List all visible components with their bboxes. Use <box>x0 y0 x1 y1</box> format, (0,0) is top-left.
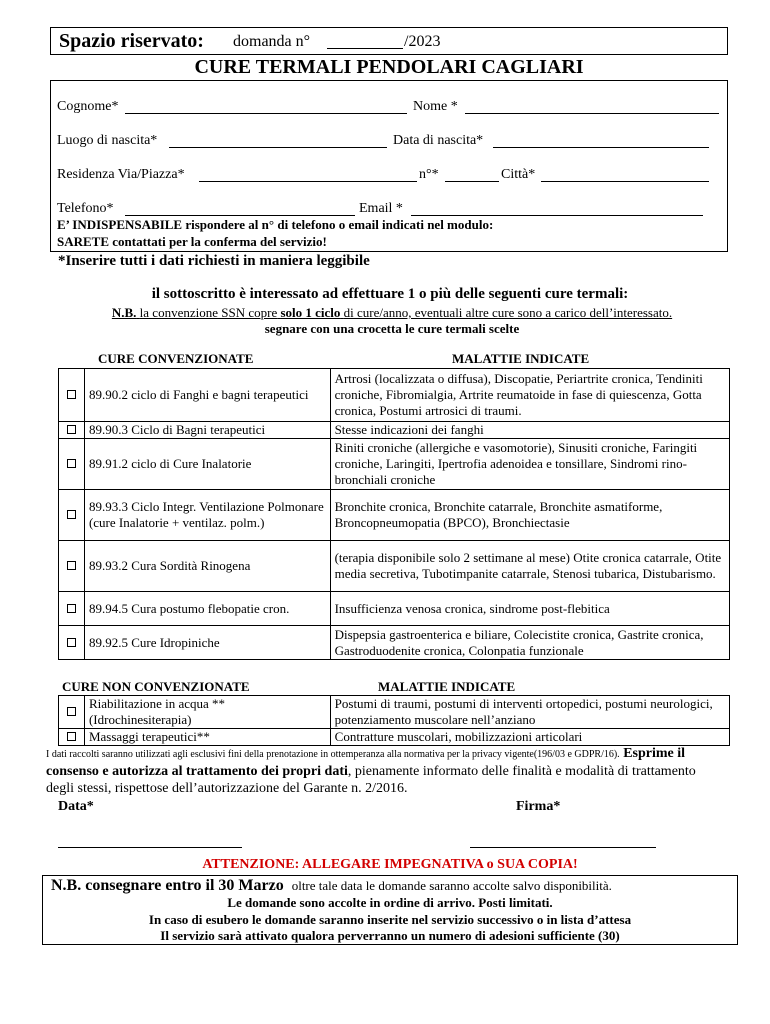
checkbox-sordita[interactable] <box>67 561 76 570</box>
luogo-field[interactable] <box>169 135 387 148</box>
residenza-field[interactable] <box>199 169 417 182</box>
email-field[interactable] <box>411 203 703 216</box>
privacy-consent-bold: Esprime il consenso e autorizza al trattamento dei propri dati <box>46 746 686 779</box>
malattie-text: Contratture muscolari, mobilizzazioni articolari <box>330 729 729 746</box>
telefono-label: Telefono* <box>57 201 114 216</box>
checkbox-riabilitazione[interactable] <box>67 707 76 716</box>
table-row <box>59 729 730 746</box>
firma-field[interactable] <box>470 847 656 848</box>
nonconv-col1-header: CURE NON CONVENZIONATE <box>62 679 250 694</box>
cure-name: 89.93.2 Cura Sordità Rinogena <box>84 541 330 592</box>
malattie-text: Riniti croniche (allergiche e vasomotorie), Sinusiti croniche, Faringiti croniche, Laringiti, Ipertrofia adenoidea e tonsillare, Sindromi rino-bronchiali croniche <box>330 439 729 490</box>
table-row <box>59 626 730 660</box>
firma-label: Firma* <box>516 799 561 814</box>
footer-line-2: Le domande sono accolte in ordine di arrivo. Posti limitati. <box>227 895 553 910</box>
malattie-text: Postumi di traumi, postumi di interventi ortopedici, postumi neurologici, potenziamento muscolare nell’anziano <box>330 696 729 729</box>
checkbox-massaggi[interactable] <box>67 732 76 741</box>
malattie-text: (terapia disponibile solo 2 settimane al mese) Otite cronica catarrale, Otite media secretiva, Tubotimpanite catarrale, Stenosi tubarica, Distubarismo. <box>330 541 729 592</box>
personal-data-box <box>50 80 728 252</box>
notice-indispensabile: E’ INDISPENSABILE rispondere al n° di telefono o email indicati nel modulo: <box>57 217 494 232</box>
cure-name: 89.90.2 ciclo di Fanghi e bagni terapeutici <box>84 369 330 422</box>
data-nascita-label: Data di nascita* <box>393 133 484 148</box>
reserved-space-box <box>50 27 728 55</box>
malattie-text: Bronchite cronica, Bronchite catarrale, Bronchite asmatiforme, Broncopneumopatia (BPCO), Bronchiectasie <box>330 490 729 541</box>
luogo-label: Luogo di nascita* <box>57 133 158 148</box>
conv-table <box>58 368 730 660</box>
checkbox-ventilazione[interactable] <box>67 510 76 519</box>
conv-col2-header: MALATTIE INDICATE <box>452 351 590 366</box>
nb-convenzione <box>0 305 770 321</box>
numero-field[interactable] <box>445 169 499 182</box>
cure-name: 89.90.3 Ciclo di Bagni terapeutici <box>84 422 330 439</box>
footer-line-4: Il servizio sarà attivato qualora perverranno un numero di adesioni sufficiente (30) <box>160 928 620 943</box>
cure-name: 89.91.2 ciclo di Cure Inalatorie <box>84 439 330 490</box>
citta-field[interactable] <box>541 169 709 182</box>
footer-line-3: In caso di esubero le domande saranno inserite nel servizio successivo o in lista d’attesa <box>148 912 632 927</box>
table-row <box>59 592 730 626</box>
residenza-label: Residenza Via/Piazza* <box>57 167 185 182</box>
table-row <box>59 490 730 541</box>
domanda-number-field[interactable] <box>327 36 403 49</box>
reserved-label: Spazio riservato: <box>59 30 204 52</box>
cognome-field[interactable] <box>125 101 407 114</box>
telefono-field[interactable] <box>125 203 355 216</box>
form-title: CURE TERMALI PENDOLARI CAGLIARI <box>194 56 584 78</box>
cure-name: Massaggi terapeutici** <box>84 729 330 746</box>
table-row <box>59 439 730 490</box>
intro-line: il sottoscritto è interessato ad effettuare 1 o più delle seguenti cure termali: <box>151 286 629 302</box>
nb-text-b: solo 1 ciclo <box>280 305 341 320</box>
table-row <box>59 696 730 729</box>
nb-label: N.B. <box>111 305 137 320</box>
malattie-text: Artrosi (localizzata o diffusa), Discopatie, Periartrite cronica, Tendiniti croniche, Fibromialgia, Artrite reumatoide in fase di quiescenza, Gotta cronica, Postumi artrosici di traumi. <box>330 369 729 422</box>
checkbox-idropiniche[interactable] <box>67 638 76 647</box>
footer-box <box>42 875 738 945</box>
nonconv-col2-header: MALATTIE INDICATE <box>378 679 516 694</box>
conv-col1-header: CURE CONVENZIONATE <box>98 351 254 366</box>
checkbox-inalatorie[interactable] <box>67 459 76 468</box>
cure-name: Riabilitazione in acqua ** (Idrochinesiterapia) <box>84 696 330 729</box>
data-nascita-field[interactable] <box>493 135 709 148</box>
crocetta-instruction: segnare con una crocetta le cure termali scelte <box>264 321 520 336</box>
legibility-note: *Inserire tutti i dati richiesti in maniera leggibile <box>58 253 370 269</box>
cure-name: 89.92.5 Cure Idropiniche <box>84 626 330 660</box>
cure-name: 89.94.5 Cura postumo flebopatie cron. <box>84 592 330 626</box>
table-row <box>59 369 730 422</box>
nonconv-table <box>58 695 730 746</box>
checkbox-bagni[interactable] <box>67 425 76 434</box>
privacy-small-text: I dati raccolti saranno utilizzati agli esclusivi fini della prenotazione in ottemperanza alla normativa per la privacy vigente(196/03 e GDPR/16). <box>46 749 620 760</box>
table-row <box>59 422 730 439</box>
malattie-text: Dispepsia gastroenterica e biliare, Colecistite cronica, Gastrite cronica, Gastroduodenite cronica, Colonpatia funzionale <box>330 626 729 660</box>
table-row <box>59 541 730 592</box>
cure-name: 89.93.3 Ciclo Integr. Ventilazione Polmonare (cure Inalatorie + ventilaz. polm.) <box>84 490 330 541</box>
privacy-paragraph <box>46 745 726 797</box>
checkbox-fanghi[interactable] <box>67 390 76 399</box>
email-label: Email * <box>359 201 403 216</box>
nb-text-a: la convenzione SSN copre <box>139 305 278 320</box>
nome-field[interactable] <box>465 101 719 114</box>
nb-text-c: di cure/anno, eventuali altre cure sono a carico dell’interessato. <box>343 305 673 320</box>
footer-nb-line <box>51 877 612 895</box>
attenzione-warning: ATTENZIONE: ALLEGARE IMPEGNATIVA o SUA COPIA! <box>202 857 578 872</box>
data-field[interactable] <box>58 847 242 848</box>
data-label: Data* <box>58 799 94 814</box>
citta-label: Città* <box>501 167 536 182</box>
cognome-label: Cognome* <box>57 99 119 114</box>
domanda-year: /2023 <box>404 33 441 50</box>
malattie-text: Insufficienza venosa cronica, sindrome post-flebitica <box>330 592 729 626</box>
footer-nb: N.B. consegnare entro il 30 Marzo <box>51 877 284 894</box>
checkbox-flebopatie[interactable] <box>67 604 76 613</box>
domanda-prefix: domanda n° <box>233 33 311 50</box>
footer-nb-rest: oltre tale data le domande saranno accolte salvo disponibilità. <box>291 878 612 893</box>
malattie-text: Stesse indicazioni dei fanghi <box>330 422 729 439</box>
notice-contattati: SARETE contattati per la conferma del servizio! <box>57 234 327 249</box>
numero-label: n°* <box>419 167 439 182</box>
nome-label: Nome * <box>413 99 458 114</box>
privacy-rest: , pienamente informato delle finalità e modalità di trattamento degli stessi, rispettose dell’autorizzazione del Garante n. 2/2016. <box>46 764 696 796</box>
